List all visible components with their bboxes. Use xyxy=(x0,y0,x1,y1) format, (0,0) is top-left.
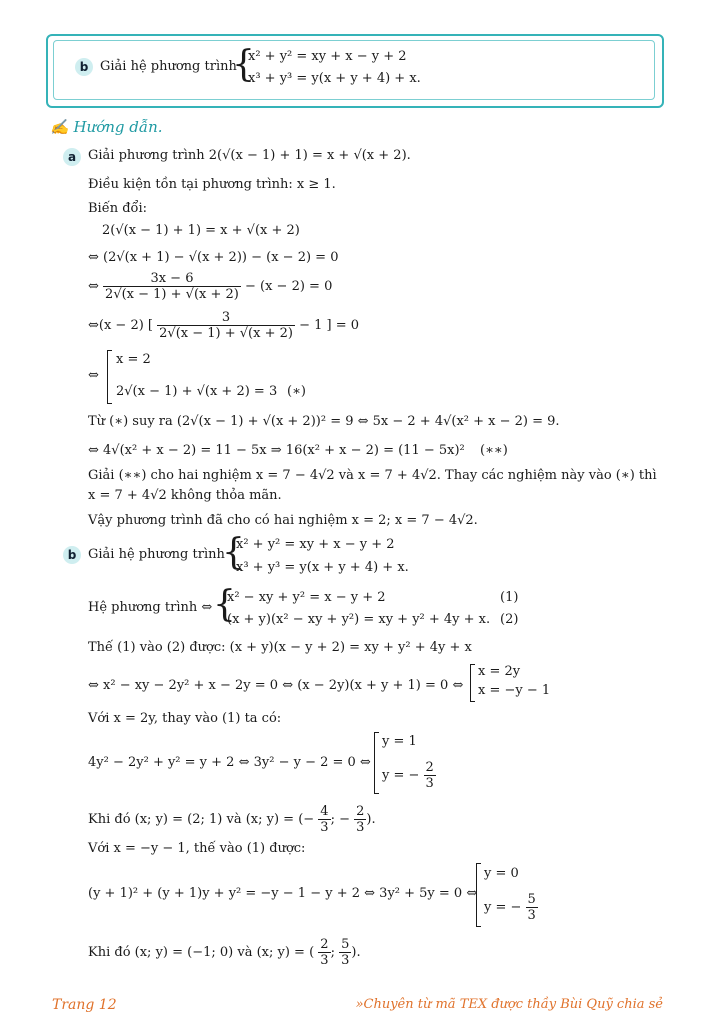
case1-sol2-den: 3 xyxy=(425,776,434,791)
part-b-sys-eq1-tag: (1) xyxy=(500,590,519,605)
part-a-step5-case1: x = 2 xyxy=(116,352,151,367)
part-b-brace: { xyxy=(222,532,245,573)
case2-result-d2: 3 xyxy=(341,953,350,968)
step4-post: − 1 ] = 0 xyxy=(299,318,360,333)
case2-result-pre: Khi đó (x; y) = (−1; 0) và (x; y) = ( xyxy=(88,945,315,960)
case2-result-frac1 xyxy=(318,937,330,968)
case1-result-d1: 3 xyxy=(320,820,329,835)
part-b-substitute: Thế (1) vào (2) được: (x + y)(x − y + 2) = xy + y² + 4y + x xyxy=(88,640,472,655)
step4-pre: ⇔(x − 2) [ xyxy=(88,318,153,333)
part-a-transform-label: Biến đổi: xyxy=(88,201,148,216)
part-b-case2-sol1: y = 0 xyxy=(484,866,519,881)
case2-bracket xyxy=(476,863,481,927)
case2-result-n1: 2 xyxy=(320,937,329,952)
part-b-case2-intro: Với x = −y − 1, thế vào (1) được: xyxy=(88,841,306,856)
part-b-factor-case1: x = 2y xyxy=(478,664,521,679)
part-a-step5-tag: (∗) xyxy=(287,384,306,399)
case2-result-mid: ; xyxy=(330,945,335,960)
part-a-solve-line2: x = 7 + 4√2 không thỏa mãn. xyxy=(88,488,282,503)
part-b-sys-eq2: (x + y)(x² − xy + y²) = xy + y² + 4y + x. xyxy=(227,612,491,627)
top-box-text: Giải hệ phương trình xyxy=(100,59,237,74)
case1-sol2-pre: y = − xyxy=(382,768,420,783)
case2-sol2-frac xyxy=(526,892,538,923)
step3-numerator: 3x − 6 xyxy=(103,271,241,287)
hint-title: Hướng dẫn. xyxy=(73,118,163,136)
factor-bracket xyxy=(470,664,475,702)
part-b-factor-case2: x = −y − 1 xyxy=(478,683,551,698)
footer-credit: »Chuyên từ mã TEX được thầy Bùi Quỹ chia sẻ xyxy=(355,997,663,1012)
part-b-eq2: x³ + y³ = y(x + y + 4) + x. xyxy=(236,560,409,575)
step3-denominator: 2√(x − 1) + √(x + 2) xyxy=(105,287,239,302)
part-a-step5-arrow: ⇔ xyxy=(88,368,99,383)
part-a-from-star: Từ (∗) suy ra (2√(x − 1) + √(x + 2))² = 9 ⇔ 5x − 2 + 4√(x² + x − 2) = 9. xyxy=(88,414,560,429)
part-b-system-label: Hệ phương trình ⇔ xyxy=(88,600,213,615)
part-b-eq1: x² + y² = xy + x − y + 2 xyxy=(236,537,395,552)
case2-sol2-den: 3 xyxy=(527,908,536,923)
case1-result-n2: 2 xyxy=(356,804,365,819)
case2-result-d1: 3 xyxy=(320,953,329,968)
part-a-step1: 2(√(x − 1) + 1) = x + √(x + 2) xyxy=(102,223,300,238)
pencil-icon: ✍ xyxy=(50,118,69,136)
part-a-condition: Điều kiện tồn tại phương trình: x ≥ 1. xyxy=(88,177,336,192)
case1-sol2-num: 2 xyxy=(425,760,434,775)
part-b-case1-sol2 xyxy=(382,760,436,791)
part-a-double: ⇔ 4√(x² + x − 2) = 11 − 5x ⇒ 16(x² + x − 2) = (11 − 5x)² xyxy=(88,443,465,458)
part-a-solve-line1: Giải (∗∗) cho hai nghiệm x = 7 − 4√2 và x = 7 + 4√2. Thay các nghiệm này vào (∗) thì xyxy=(88,468,657,483)
top-box-eq2: x³ + y³ = y(x + y + 4) + x. xyxy=(248,71,421,86)
top-box-eq1: x² + y² = xy + x − y + 2 xyxy=(248,49,407,64)
step3-post: − (x − 2) = 0 xyxy=(245,279,333,294)
top-badge-b: b xyxy=(75,58,93,76)
case2-result-post: ). xyxy=(351,945,361,960)
part-b-case2-sol2 xyxy=(484,892,538,923)
part-b-sys-eq2-tag: (2) xyxy=(500,612,519,627)
case1-result-post: ). xyxy=(366,812,376,827)
part-a-step3 xyxy=(88,271,332,302)
step5-bracket xyxy=(107,350,112,404)
case1-result-pre: Khi đó (x; y) = (2; 1) và (x; y) = (− xyxy=(88,812,315,827)
step4-fraction xyxy=(157,310,295,341)
part-b-case1-intro: Với x = 2y, thay vào (1) ta có: xyxy=(88,711,282,726)
hint-heading xyxy=(50,118,163,136)
part-b-factor: ⇔ x² − xy − 2y² + x − 2y = 0 ⇔ (x − 2y)(x + y + 1) = 0 ⇔ xyxy=(88,678,464,693)
part-b-case1-result xyxy=(88,804,376,835)
case1-result-frac2 xyxy=(354,804,366,835)
part-b-badge: b xyxy=(63,546,81,564)
part-b-case1-sol1: y = 1 xyxy=(382,734,417,749)
part-a-step4 xyxy=(88,310,359,341)
part-a-step2: ⇔ (2√(x + 1) − √(x + 2)) − (x − 2) = 0 xyxy=(88,250,339,265)
part-b-case1-eq: 4y² − 2y² + y² = y + 2 ⇔ 3y² − y − 2 = 0 ⇔ xyxy=(88,755,371,770)
part-a-title: Giải phương trình 2(√(x − 1) + 1) = x + √(x + 2). xyxy=(88,148,411,163)
case2-sol2-pre: y = − xyxy=(484,900,522,915)
case1-result-mid: ; − xyxy=(330,812,350,827)
part-a-double-tag: (∗∗) xyxy=(480,443,508,458)
case2-sol2-num: 5 xyxy=(527,892,536,907)
part-a-conclusion: Vậy phương trình đã cho có hai nghiệm x = 2; x = 7 − 4√2. xyxy=(88,513,478,528)
case1-sol2-frac xyxy=(424,760,436,791)
part-b-sys-eq1: x² − xy + y² = x − y + 2 xyxy=(227,590,386,605)
case1-result-d2: 3 xyxy=(356,820,365,835)
step3-fraction xyxy=(103,271,241,302)
part-b-system-brace: { xyxy=(213,584,236,625)
case1-result-frac1 xyxy=(318,804,330,835)
step4-numerator: 3 xyxy=(157,310,295,326)
step4-denominator: 2√(x − 1) + √(x + 2) xyxy=(159,326,293,341)
step3-arrow: ⇔ xyxy=(88,279,99,294)
case2-result-n2: 5 xyxy=(341,937,350,952)
part-a-step5-case2: 2√(x − 1) + √(x + 2) = 3 xyxy=(116,384,278,399)
part-b-case2-eq: (y + 1)² + (y + 1)y + y² = −y − 1 − y + 2 ⇔ 3y² + 5y = 0 ⇔ xyxy=(88,886,478,901)
top-brace: { xyxy=(232,44,255,85)
part-a-badge: a xyxy=(63,148,81,166)
case1-bracket xyxy=(374,732,379,794)
case1-result-n1: 4 xyxy=(320,804,329,819)
case2-result-frac2 xyxy=(339,937,351,968)
part-b-title: Giải hệ phương trình xyxy=(88,547,225,562)
page-number: Trang 12 xyxy=(52,997,117,1013)
part-b-case2-result xyxy=(88,937,361,968)
